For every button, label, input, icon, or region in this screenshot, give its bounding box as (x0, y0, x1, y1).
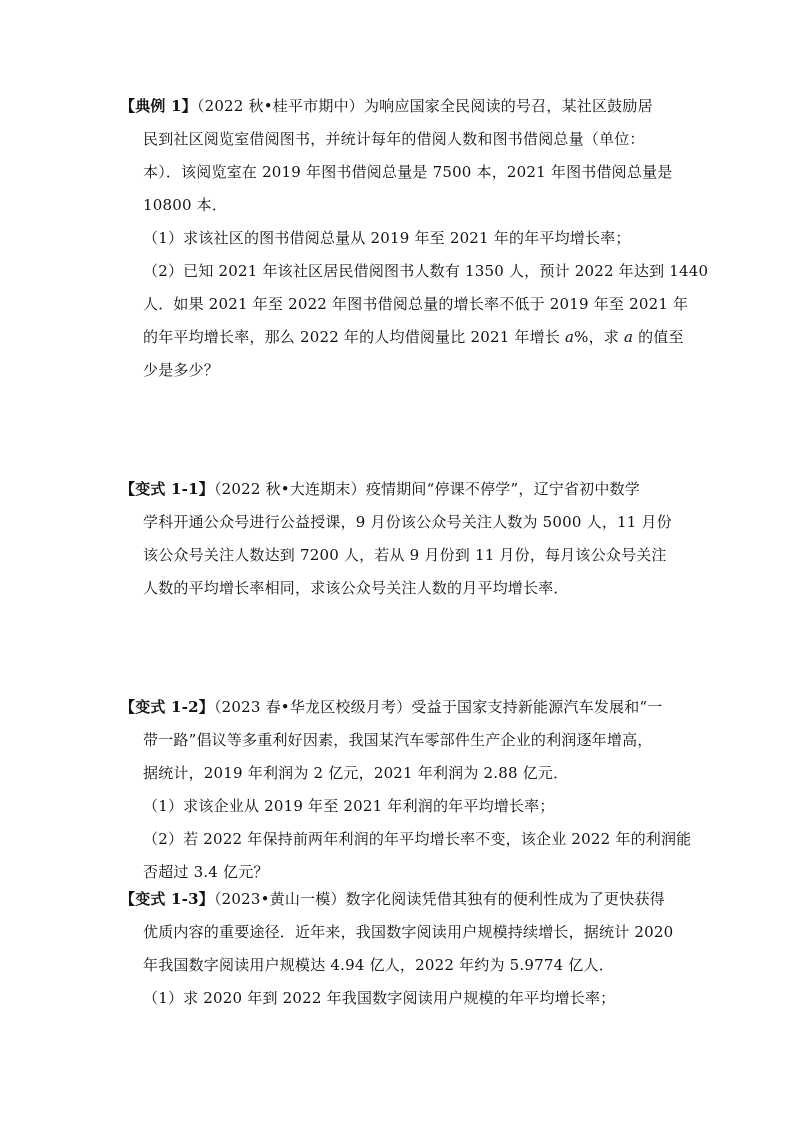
problem-1-line-2: 民到社区阅览室借阅图书，并统计每年的借阅人数和图书借阅总量（单位： (143, 130, 645, 148)
problem-4-text: （2023•黄山一模）数字化阅读凭借其独有的便利性成为了更快获得 (213, 890, 665, 908)
variable-a: a (623, 328, 634, 346)
problem-1-question-1: （1）求该社区的图书借阅总量从 2019 年至 2021 年的年平均增长率； (143, 229, 631, 247)
problem-1-line-4: 10800 本． (143, 196, 228, 214)
problem-3-text: （2023 春•华龙区校级月考）受益于国家支持新能源汽车发展和“一 (213, 698, 663, 716)
problem-1-question-2-line-1: （2）已知 2021 年该社区居民借阅图书人数有 1350 人，预计 2022 年达到 1440 (143, 262, 709, 280)
problem-2-line-2: 学科开通公众号进行公益授课，9 月份该公众号关注人数为 5000 人，11 月份 (143, 513, 672, 531)
problem-3-line-1 (120, 697, 663, 717)
problem-3-question-1: （1）求该企业从 2019 年至 2021 年利润的年平均增长率； (143, 797, 555, 815)
problem-1-line-1 (120, 96, 653, 116)
problem-4-line-1 (120, 889, 665, 909)
problem-4-question-1: （1）求 2020 年到 2022 年我国数字阅读用户规模的年平均增长率； (143, 989, 616, 1007)
problem-1-text: （2022 秋•桂平市期中）为响应国家全民阅读的号召，某社区鼓励居 (196, 97, 653, 115)
q2-text-pre: 的年平均增长率，那么 2022 年的人均借阅量比 2021 年增长 (143, 328, 565, 346)
problem-2-text: （2022 秋•大连期末）疫情期间“停课不停学”，辽宁省初中数学 (213, 480, 640, 498)
problem-1-question-2-line-2: 人．如果 2021 年至 2022 年图书借阅总量的增长率不低于 2019 年至 2021 年 (143, 295, 689, 313)
problem-2-line-3: 该公众号关注人数达到 7200 人，若从 9 月份到 11 月份，每月该公众号关注 (143, 546, 667, 564)
problem-4-line-2: 优质内容的重要途径．近年来，我国数字阅读用户规模持续增长，据统计 2020 (143, 923, 674, 941)
problem-3-label: 【变式 1-2】 (120, 698, 214, 716)
problem-1-label: 【典例 1】 (120, 97, 197, 115)
problem-3-line-3: 据统计，2019 年利润为 2 亿元，2021 年利润为 2.88 亿元． (143, 764, 569, 782)
variable-a: a (565, 328, 575, 346)
problem-3-line-2: 带一路”倡议等多重利好因素，我国某汽车零部件生产企业的利润逐年增高， (143, 731, 653, 749)
problem-2-label: 【变式 1-1】 (120, 480, 214, 498)
problem-4-label: 【变式 1-3】 (120, 890, 214, 908)
problem-1-question-2-line-3 (143, 327, 684, 347)
problem-1-question-2-line-4: 少是多少？ (143, 361, 220, 379)
problem-1-line-3: 本）．该阅览室在 2019 年图书借阅总量是 7500 本，2021 年图书借阅总量是 (143, 163, 673, 181)
problem-2-line-4: 人数的平均增长率相同，求该公众号关注人数的月平均增长率． (143, 579, 569, 597)
problem-4-line-3: 年我国数字阅读用户规模达 4.94 亿人，2022 年约为 5.9774 亿人． (143, 956, 614, 974)
problem-2-line-1 (120, 479, 640, 499)
problem-3-question-2-line-1: （2）若 2022 年保持前两年利润的年平均增长率不变，该企业 2022 年的利润能 (143, 830, 692, 848)
q2-text-mid: %，求 (574, 328, 624, 346)
q2-text-post: 的值至 (633, 328, 684, 346)
problem-3-question-2-line-2: 否超过 3.4 亿元？ (143, 863, 269, 881)
